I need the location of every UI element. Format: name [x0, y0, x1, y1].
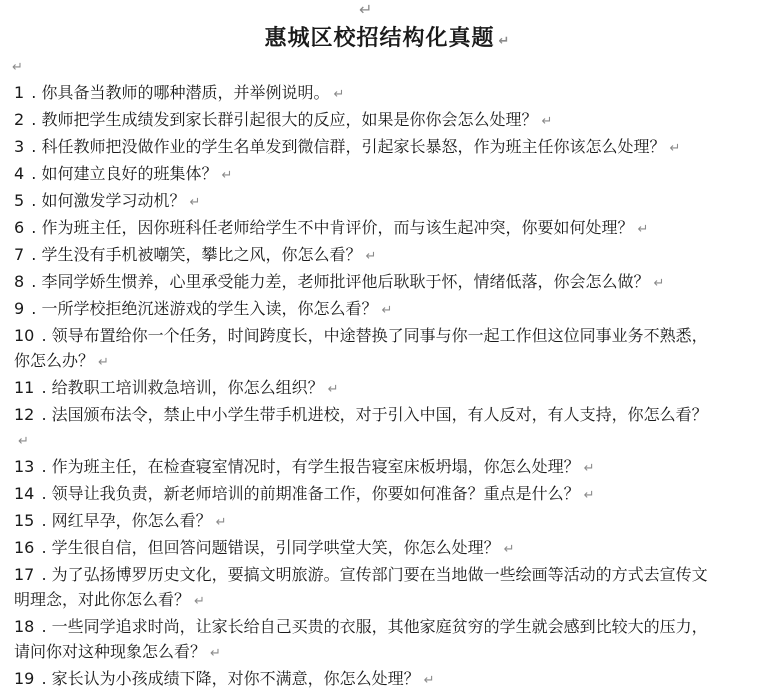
question-number: 5 — [14, 191, 25, 210]
question-number: 2 — [14, 110, 25, 129]
question-number: 6 — [14, 218, 25, 237]
question-number: 3 — [14, 137, 25, 156]
return-mark-icon: ↵ — [423, 673, 435, 688]
return-mark-icon: ↵ — [503, 542, 515, 557]
question-text: 网红早孕，你怎么看？ — [51, 511, 212, 530]
question-separator: . — [36, 565, 52, 584]
return-mark-icon: ↵ — [98, 355, 109, 370]
question-item — [14, 80, 714, 107]
question-number: 19 — [14, 669, 35, 688]
question-separator: . — [36, 617, 52, 636]
return-mark-icon: ↵ — [221, 168, 233, 183]
return-mark-icon: ↵ — [498, 34, 511, 49]
question-number: 14 — [14, 484, 35, 503]
question-separator: . — [26, 191, 42, 210]
question-item — [14, 323, 714, 375]
return-mark-icon: ↵ — [18, 434, 29, 449]
question-number: 8 — [14, 272, 25, 291]
question-text: 法国颁布法令，禁止中小学生带手机进校，对于引入中国，有人反对，有人支持，你怎么看？ — [51, 405, 708, 424]
question-item — [14, 296, 714, 323]
question-text: 作为班主任，在检查寝室情况时，有学生报告寝室床板坍塌，你怎么处理？ — [51, 457, 580, 476]
question-item — [14, 535, 714, 562]
question-text: 给教职工培训救急培训，你怎么组织？ — [51, 378, 324, 397]
question-separator: . — [26, 272, 42, 291]
question-text: 教师把学生成绩发到家长群引起很大的反应，如果是你你会怎么处理？ — [41, 110, 538, 129]
question-separator: . — [26, 137, 42, 156]
question-separator: . — [26, 110, 42, 129]
question-number: 9 — [14, 299, 25, 318]
return-mark-icon: ↵ — [359, 0, 373, 19]
return-mark-icon: ↵ — [215, 515, 227, 530]
question-text: 一所学校拒绝沉迷游戏的学生入读，你怎么看？ — [41, 299, 378, 318]
question-separator: . — [36, 484, 52, 503]
question-item — [14, 481, 714, 508]
question-separator: . — [26, 245, 42, 264]
return-mark-icon: ↵ — [194, 594, 205, 609]
return-mark-icon: ↵ — [365, 249, 377, 264]
return-mark-icon: ↵ — [541, 114, 553, 129]
return-mark-icon: ↵ — [327, 382, 339, 397]
question-number: 18 — [14, 617, 35, 636]
question-number: 1 — [14, 83, 25, 102]
question-number: 10 — [14, 326, 35, 345]
question-item — [14, 562, 714, 614]
return-mark-icon: ↵ — [189, 195, 201, 210]
question-item — [14, 107, 714, 134]
question-number: 17 — [14, 565, 35, 584]
page-title — [0, 24, 775, 57]
question-number: 7 — [14, 245, 25, 264]
question-text: 如何建立良好的班集体？ — [41, 164, 218, 183]
return-mark-icon: ↵ — [333, 87, 345, 102]
return-mark-icon: ↵ — [12, 60, 23, 75]
question-item — [14, 215, 714, 242]
question-item — [14, 508, 714, 535]
question-item — [14, 454, 714, 481]
question-text: 家长认为小孩成绩下降，对你不满意，你怎么处理？ — [51, 669, 420, 688]
question-text: 领导让我负责，新老师培训的前期准备工作，你要如何准备？重点是什么？ — [51, 484, 580, 503]
question-item — [14, 161, 714, 188]
question-text: 学生很自信，但回答问题错误，引同学哄堂大笑，你怎么处理？ — [51, 538, 500, 557]
question-item — [14, 375, 714, 402]
question-number: 4 — [14, 164, 25, 183]
question-list — [14, 80, 714, 693]
question-separator: . — [26, 218, 42, 237]
return-mark-icon: ↵ — [583, 488, 595, 503]
question-item — [14, 402, 714, 454]
question-number: 11 — [14, 378, 35, 397]
question-separator: . — [36, 669, 52, 688]
question-number: 15 — [14, 511, 35, 530]
question-separator: . — [36, 511, 52, 530]
question-separator: . — [36, 457, 52, 476]
question-text: 为了弘扬博罗历史文化，要搞文明旅游。宣传部门要在当地做一些绘画等活动的方式去宣传文明理念，对此你怎么看？ — [14, 565, 708, 609]
return-mark-icon: ↵ — [653, 276, 665, 291]
return-mark-icon: ↵ — [210, 646, 221, 661]
title-text: 惠城区校招结构化真题 — [264, 26, 495, 51]
question-item — [14, 188, 714, 215]
return-mark-icon: ↵ — [637, 222, 649, 237]
question-separator: . — [26, 164, 42, 183]
question-text: 科任教师把没做作业的学生名单发到微信群，引起家长暴怒，作为班主任你该怎么处理？ — [41, 137, 666, 156]
question-separator: . — [36, 538, 52, 557]
question-separator: . — [36, 405, 52, 424]
question-text: 一些同学追求时尚，让家长给自己买贵的衣服，其他家庭贫穷的学生就会感到比较大的压力，请问你对这种现象怎么看？ — [14, 617, 708, 661]
question-text: 作为班主任，因你班科任老师给学生不中肯评价，而与该生起冲突，你要如何处理？ — [41, 218, 634, 237]
return-mark-icon: ↵ — [583, 461, 595, 476]
return-mark-icon: ↵ — [669, 141, 681, 156]
question-text: 领导布置给你一个任务，时间跨度长，中途替换了同事与你一起工作但这位同事业务不熟悉，你怎么办？ — [14, 326, 708, 370]
question-text: 学生没有手机被嘲笑，攀比之风，你怎么看？ — [41, 245, 362, 264]
question-number: 12 — [14, 405, 35, 424]
question-separator: . — [26, 83, 42, 102]
question-item — [14, 134, 714, 161]
question-number: 13 — [14, 457, 35, 476]
question-text: 如何激发学习动机？ — [41, 191, 186, 210]
question-separator: . — [26, 299, 42, 318]
question-text: 你具备当教师的哪种潜质，并举例说明。 — [41, 83, 330, 102]
question-text: 李同学娇生惯养，心里承受能力差，老师批评他后耿耿于怀，情绪低落，你会怎么做？ — [41, 272, 650, 291]
question-item — [14, 666, 714, 693]
question-number: 16 — [14, 538, 35, 557]
question-item — [14, 269, 714, 296]
empty-paragraph — [12, 56, 23, 78]
question-item — [14, 242, 714, 269]
return-mark-icon: ↵ — [381, 303, 393, 318]
question-separator: . — [36, 378, 52, 397]
question-separator: . — [36, 326, 52, 345]
question-item — [14, 614, 714, 666]
